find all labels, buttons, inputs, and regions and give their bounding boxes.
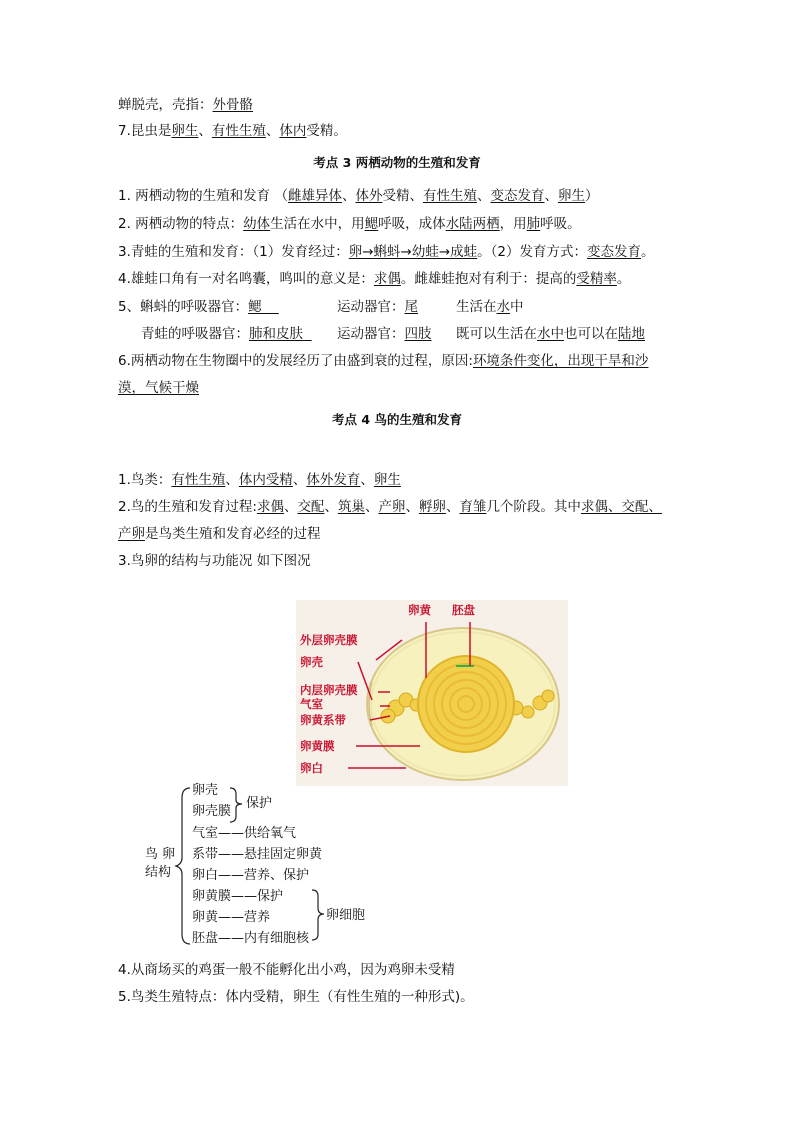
answer: 四肢: [404, 326, 432, 342]
text-line: [118, 988, 474, 1006]
text: 鸟 卵: [145, 847, 176, 862]
text-line: [141, 325, 312, 343]
text: 3.青蛙的生殖和发育：（1）发育经过：: [118, 244, 349, 260]
answer: 育雏: [459, 499, 487, 515]
text-line: [337, 298, 418, 316]
text-line: [118, 187, 598, 205]
text: 、: [283, 499, 298, 515]
label-vitelline-membrane: 卵黄膜: [300, 739, 335, 753]
text: 7.昆虫是: [118, 123, 172, 139]
main-brace: [176, 788, 190, 944]
text-line: [118, 122, 347, 140]
cell-brace: [312, 890, 324, 940]
text: 。: [616, 271, 631, 287]
text: 受精。: [306, 123, 347, 139]
answer: 鳃: [248, 299, 279, 315]
tree-item: 保护: [246, 796, 273, 811]
text-line: [118, 352, 648, 370]
text-line: [118, 961, 455, 979]
answer: 肺和皮肤: [249, 326, 312, 342]
text-line: [456, 325, 645, 343]
text: 4.从商场买的鸡蛋一般不能孵化出小鸡，因为鸡卵未受精: [118, 962, 455, 978]
answer: 卵生: [171, 123, 199, 139]
answer: 水中: [537, 326, 564, 342]
answer: 外骨骼: [212, 97, 253, 113]
text: 生活在水中，用: [270, 216, 365, 232]
text: 、: [445, 499, 460, 515]
tree-item: 系带——悬挂固定卵黄: [192, 847, 323, 862]
answer: 鳃: [364, 216, 379, 232]
answer: 尾: [404, 299, 418, 315]
text-line: [118, 471, 401, 489]
answer: 卵生: [373, 472, 401, 488]
answer: 卵→蝌蚪→幼蛙→成蛙: [348, 244, 478, 260]
text: 蝉脱壳，壳指：: [118, 97, 213, 113]
text: 。雌雄蛙抱对有利于：提高的: [400, 271, 577, 287]
text: 、: [198, 123, 212, 139]
section-heading-4: 考点 4 鸟的生殖和发育: [332, 412, 462, 427]
text: 2.鸟的生殖和发育过程:: [118, 499, 257, 515]
text-line: [118, 552, 311, 570]
answer: 求偶: [373, 271, 401, 287]
text: 、: [405, 499, 419, 515]
egg-structure-diagram: [296, 600, 568, 786]
tree-item: 胚盘——内有细胞核: [192, 931, 310, 946]
text: 。（2）发育方式：: [477, 244, 588, 260]
text: 青蛙的呼吸器官：: [141, 326, 249, 342]
answer: 求偶: [256, 499, 284, 515]
text: 也可以在: [564, 326, 618, 342]
answer: 环境条件变化，出现干旱和沙: [472, 353, 649, 369]
protect-brace: [230, 788, 242, 822]
answer: 陆地: [618, 326, 645, 342]
answer: 有性生殖: [211, 123, 266, 139]
text-line: [118, 525, 321, 543]
text: 5.鸟类生殖特点：体内受精，卵生（有性生殖的一种形式)。: [118, 989, 474, 1005]
answer: 交配: [297, 499, 325, 515]
tree-item: 卵壳膜: [192, 804, 232, 819]
answer: 雌雄异体: [287, 188, 342, 204]
tree-item: 卵壳: [192, 783, 219, 798]
answer: 水陆两栖: [445, 216, 500, 232]
text: 、: [341, 188, 356, 204]
answer: 漠，气候干燥: [118, 380, 199, 396]
text: 既可以生活在: [456, 326, 537, 342]
answer: 肺: [526, 216, 541, 232]
label-outer-shell-membrane: 外层卵壳膜: [300, 633, 358, 647]
answer: 水: [496, 299, 510, 315]
text: 、: [292, 472, 307, 488]
text: 、: [544, 188, 558, 204]
label-yolk: 卵黄: [408, 603, 431, 617]
tree-item: 卵白——营养、保护: [192, 868, 310, 883]
text: 结构: [145, 865, 172, 880]
text: ，用: [499, 216, 527, 232]
answer: 变态发育: [490, 188, 545, 204]
text: 5、蝌蚪的呼吸器官：: [118, 299, 249, 315]
text: 2. 两栖动物的特点：: [118, 216, 244, 232]
label-air-cell: 气室: [300, 697, 323, 711]
text-line: [118, 298, 279, 316]
answer: 幼体: [243, 216, 271, 232]
text-line: [118, 498, 662, 516]
text: 、: [476, 188, 491, 204]
text-line: [456, 298, 524, 316]
answer: 体内受精: [238, 472, 293, 488]
text: 3.鸟卵的结构与功能况 如下图况: [118, 553, 311, 569]
answer: 产卵: [118, 526, 145, 542]
section-heading-3: 考点 3 两栖动物的生殖和发育: [313, 155, 481, 170]
text: 运动器官：: [337, 299, 405, 315]
text: 、: [225, 472, 239, 488]
tree-item: 卵细胞: [326, 908, 366, 923]
text: 、: [324, 499, 338, 515]
text: 呼吸，成体: [378, 216, 446, 232]
text: 。: [641, 244, 655, 260]
tree-item: 气室——供给氧气: [192, 826, 297, 841]
text-line: [337, 325, 432, 343]
text: 受精、: [382, 188, 423, 204]
yolk-shape: [418, 656, 514, 752]
text: 、: [364, 499, 379, 515]
answer: 变态发育: [587, 244, 642, 260]
text: 几个阶段。其中: [486, 499, 581, 515]
answer: 体内: [279, 123, 307, 139]
text-line: [118, 96, 253, 114]
text: 中: [510, 299, 524, 315]
answer: 有性生殖: [171, 472, 226, 488]
text: 4.雄蛙口角有一对名鸣囊，鸣叫的意义是：: [118, 271, 374, 287]
text: 是鸟类生殖和发育必经的过程: [145, 526, 321, 542]
label-germinal-disc: 胚盘: [452, 603, 475, 617]
label-chalaza: 卵黄系带: [300, 713, 346, 727]
tree-item: 卵黄膜——保护: [192, 889, 284, 904]
text-line: [118, 215, 581, 233]
answer: 受精率: [576, 271, 617, 287]
text-line: [118, 379, 199, 397]
text: 运动器官：: [337, 326, 405, 342]
text: 生活在: [456, 299, 497, 315]
text: ）: [584, 188, 599, 204]
text-line: [118, 270, 630, 288]
text: 呼吸。: [540, 216, 581, 232]
answer: 孵卵: [418, 499, 446, 515]
text: 、: [265, 123, 280, 139]
answer: 筑巢: [337, 499, 365, 515]
text: 、: [360, 472, 374, 488]
text: 1.鸟类：: [118, 472, 172, 488]
label-shell: 卵壳: [300, 655, 323, 669]
answer: 体外: [355, 188, 383, 204]
text: 6.两栖动物在生物圈中的发展经历了由盛到衰的过程，原因:: [118, 353, 473, 369]
answer: 产卵: [378, 499, 406, 515]
answer: 体外发育: [306, 472, 361, 488]
tree-item: 卵黄——营养: [192, 910, 271, 925]
answer: 卵生: [557, 188, 585, 204]
label-albumen: 卵白: [300, 761, 323, 775]
answer: 有性生殖: [422, 188, 477, 204]
answer: 求偶、交配、: [580, 499, 662, 515]
text: 1. 两栖动物的生殖和发育 （: [118, 188, 288, 204]
tree-root: [145, 864, 171, 882]
label-inner-shell-membrane: 内层卵壳膜: [300, 683, 358, 697]
text-line: [118, 243, 655, 261]
